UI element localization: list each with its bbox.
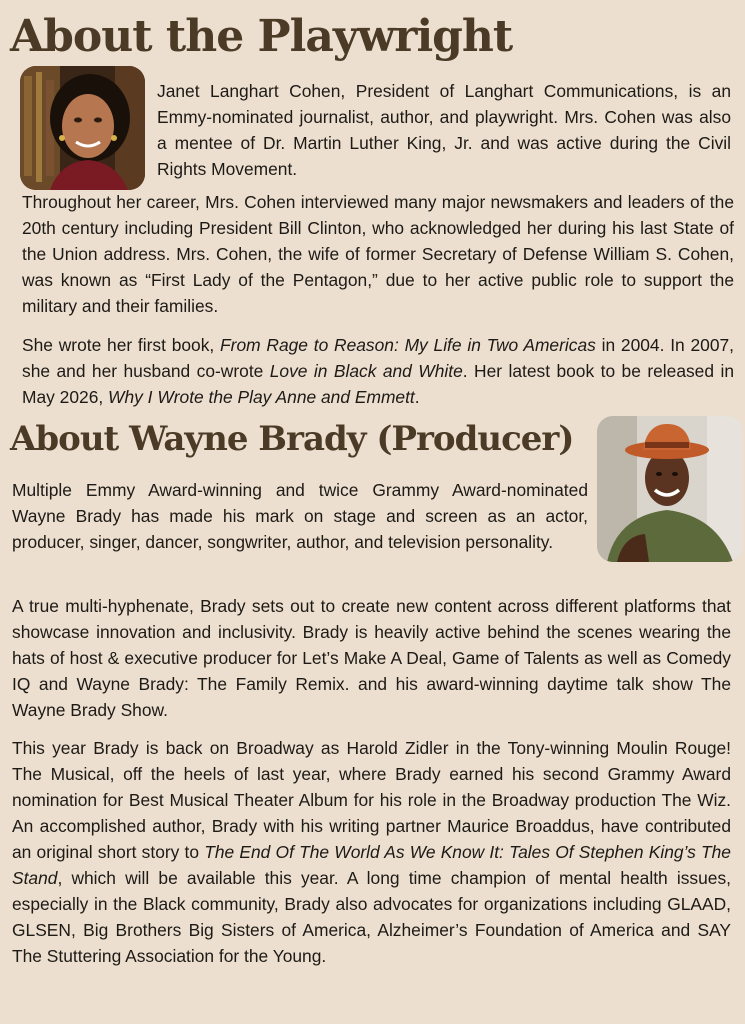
book-title-rage-to-reason: From Rage to Reason: My Life in Two Americas <box>220 335 596 355</box>
producer-heading: About Wayne Brady (Producer) <box>10 419 574 459</box>
book-title-why-i-wrote: Why I Wrote the Play Anne and Emmett <box>108 387 415 407</box>
broadway-text: , which will be available this year. A long time champion of mental health issues, especially in the Black community, Brady also advocates for organizations including GLAAD, GLSEN, Big Brothers Big Sisters of America, Alzheimer’s Foundation of America and SAY The Stuttering Association for the Young. <box>12 868 731 966</box>
wayne-brady-photo <box>597 416 743 562</box>
books-text: She wrote her first book, <box>22 335 221 355</box>
book-title-end-of-the-world: The End Of The World As We Know It: Tales Of Stephen King’s The Stand <box>12 842 731 888</box>
books-text: . Her latest book to be released in May 2026, <box>22 361 734 407</box>
books-text: in 2004. In 2007, she and her husband co-wrote <box>22 335 735 381</box>
playwright-heading: About the Playwright <box>10 11 513 62</box>
book-title-love-in-black-and-white: Love in Black and White <box>269 361 463 381</box>
producer-bio-broadway <box>12 735 731 969</box>
playwright-bio-books <box>22 332 734 410</box>
playwright-bio-intro: Janet Langhart Cohen, President of Langhart Communications, is an Emmy-nominated journalist, author, and playwright. Mrs. Cohen was also a mentee of Dr. Martin Luther King, Jr. and was active during the Civil Rights Movement. <box>157 81 731 179</box>
producer-bio-career: A true multi-hyphenate, Brady sets out to create new content across different platforms that showcase innovation and inclusivity. Brady is heavily active behind the scenes wearing the hats of host & executive producer for Let’s Make A Deal, Game of Talents as well as Comedy IQ and Wayne Brady: The Family Remix. and his award-winning daytime talk show The Wayne Brady Show. <box>12 596 731 720</box>
playwright-bio-career: Throughout her career, Mrs. Cohen interviewed many major newsmakers and leaders of the 20th century including President Bill Clinton, who acknowledged her during his last State of the Union address. Mrs. Cohen, the wife of former Secretary of Defense William S. Cohen, was known as “First Lady of the Pentagon,” due to her active public role to support the military and their families. <box>22 192 734 316</box>
producer-bio-intro: Multiple Emmy Award-winning and twice Grammy Award-nominated Wayne Brady has made his mark on stage and screen as an actor, producer, singer, dancer, songwriter, author, and television personality. <box>12 480 588 552</box>
broadway-text: This year Brady is back on Broadway as Harold Zidler in the Tony-winning Moulin Rouge! The Musical, off the heels of last year, where Brady earned his second Grammy Award nomination for Best Musical Theater Album for his role in the Broadway production The Wiz. An accomplished author, Brady with his writing partner Maurice Broaddus, have contributed an original short story to <box>12 738 731 862</box>
janet-cohen-photo <box>20 66 145 190</box>
books-text: . <box>414 387 420 407</box>
